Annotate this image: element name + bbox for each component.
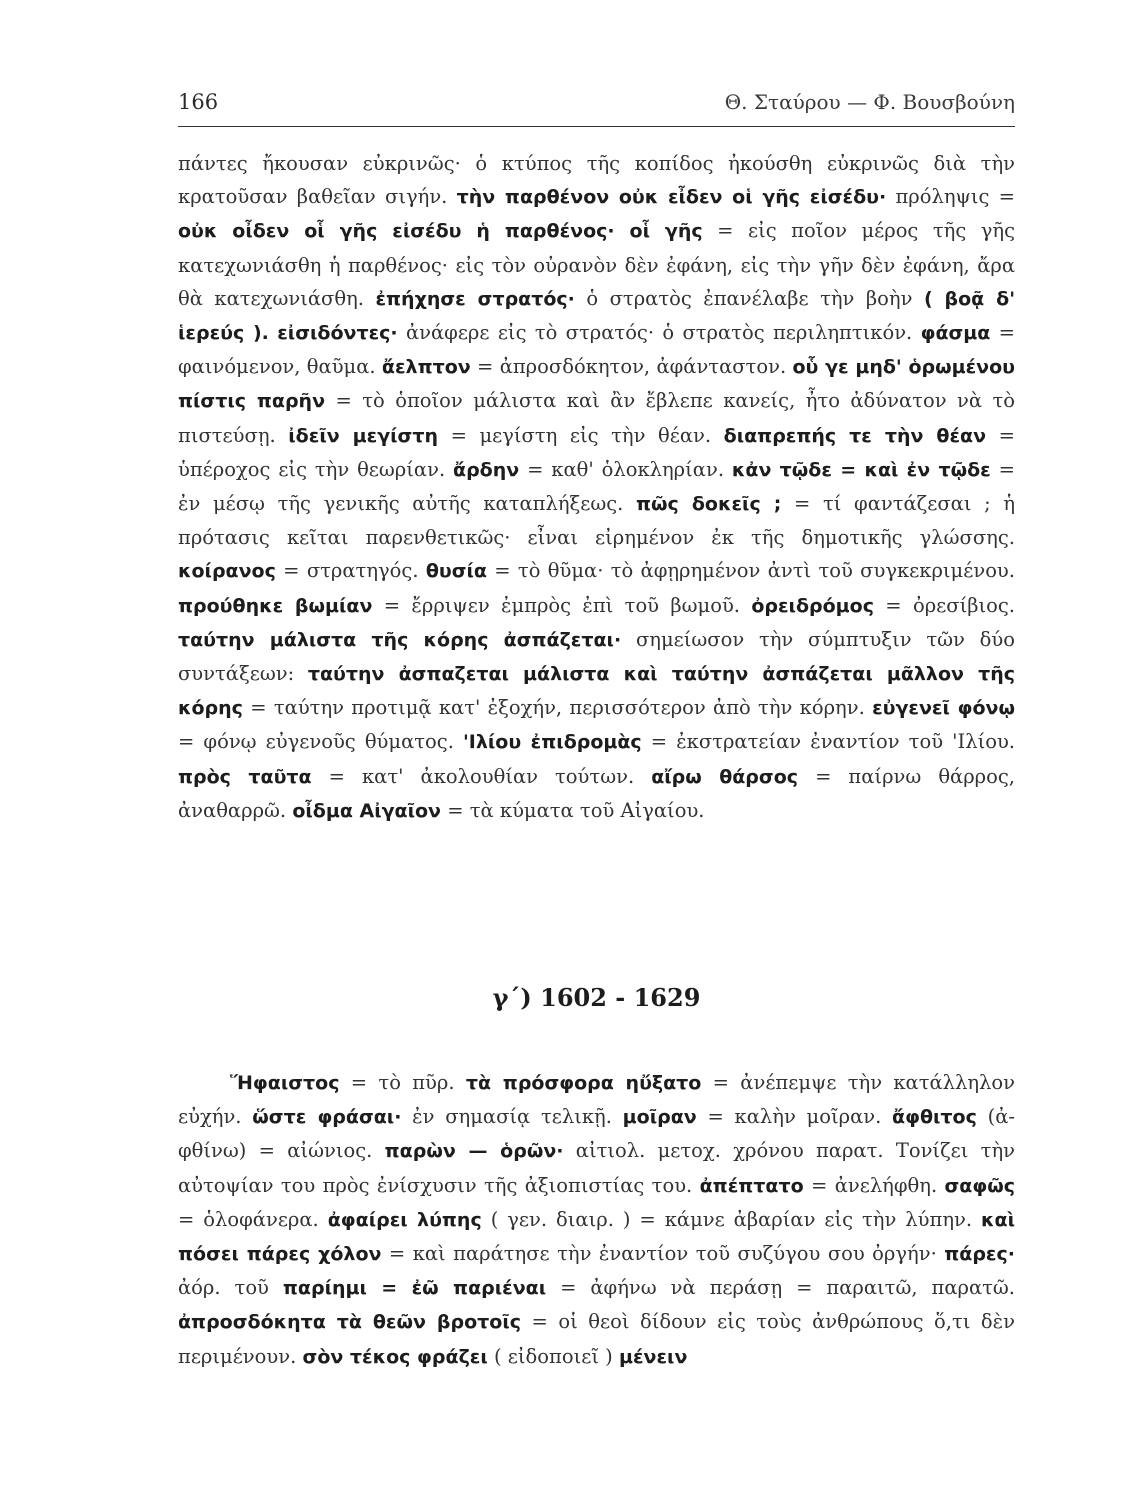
text-run: πρόληψις = — [886, 185, 1016, 209]
lemma: σαφῶς — [944, 1174, 1015, 1197]
lemma: ἀπέπτατο — [699, 1174, 804, 1197]
text-run: = ἀφήνω νὰ περάσῃ = παραιτῶ, παρατῶ. — [546, 1276, 1016, 1300]
text-run: = καὶ παράτησε τὴν ἐναντίον τοῦ συζύγου σου ὀργήν· — [381, 1242, 945, 1266]
text-run: = ὑπέροχος εἰς τὴν θεωρίαν. — [178, 423, 1015, 481]
lemma: ( βοᾷ δ' ἱερεύς ). — [178, 287, 1016, 345]
lemma: τὰ πρόσφορα ηὔξατο — [465, 1072, 702, 1094]
commentary-paragraph-1 — [178, 147, 1015, 828]
text-run: = παίρνω θάρρος, ἀναθαρρῶ. — [178, 764, 1016, 822]
lemma: ἄελπτον — [381, 356, 471, 379]
text-run: = τὸ θῦμα· τὸ ἀφῃρημένον ἀντὶ τοῦ συγκεκριμένου. — [486, 559, 1015, 583]
lemma: θυσία — [425, 560, 487, 583]
paragraph — [178, 1066, 1015, 1374]
text-run: = ἀνελήφθη. — [803, 1173, 945, 1197]
text-run: σημείωσον τὴν σύμπτυξιν τῶν δύο συντάξεων: — [178, 627, 1016, 686]
text-run: = τὸ πῦρ. — [339, 1071, 466, 1094]
lemma: ἄφθιτος — [892, 1106, 977, 1129]
lemma: κοίρανος — [178, 560, 276, 583]
text-run: = καλὴν μοῖραν. — [696, 1105, 893, 1129]
lemma: ταύτην ἀσπαζεται μάλιστα καὶ ταύτην ἀσπάζεται μᾶλλον τῆς κόρης — [178, 663, 1015, 720]
text-run: = στρατηγός. — [275, 559, 426, 583]
text-run: = ἀνέπεμψε τὴν κατάλληλον εὐχήν. — [178, 1071, 1016, 1129]
text-run: ἀνάφερε εἰς τὸ στρατός· ὁ στρατὸς περιληπτικόν. — [397, 321, 921, 345]
text-run: ἐν σημασίᾳ τελικῇ. — [401, 1105, 623, 1129]
text-run: = ἀπροσδόκητον, ἀφάνταστον. — [470, 355, 793, 379]
lemma: ἀπροσδόκητα τὰ θεῶν βροτοῖς — [178, 1311, 521, 1334]
page-number: 166 — [178, 90, 219, 114]
lemma: οὗ γε μηδ' ὁρωμένου πίστις παρῆν — [178, 356, 1015, 413]
section-heading: γ΄) 1602 - 1629 — [492, 983, 701, 1012]
text-run: = φόνῳ εὐγενοῦς θύματος. — [178, 730, 463, 754]
lemma: ἰδεῖν μεγίστη — [288, 424, 438, 447]
lemma: παρίημι = ἐῶ παριέναι — [282, 1277, 547, 1300]
text-run: = εἰς ποῖον μέρος τῆς γῆς κατεχωνιάσθη ἡ παρθένος· εἰς τὸν οὐρανὸν δὲν ἐφάνη, εἰς τὴν γῆν δὲν ἐφάνη, ἄρα θὰ κατεχωνιάσθη. — [178, 219, 1015, 310]
lemma: πάρες· — [944, 1243, 1015, 1266]
text-run: = μεγίστη εἰς τὴν θέαν. — [438, 423, 724, 447]
text-run: = φαινόμενον, θαῦμα. — [178, 321, 1015, 379]
text-run: = ἐν μέσῳ τῆς γενικῆς αὐτῆς καταπλήξεως. — [178, 457, 1015, 516]
lemma: μένειν — [618, 1345, 688, 1368]
text-run: = οἱ θεοὶ δίδουν εἰς τοὺς ἀνθρώπους ὅ,τι δὲν περιμένουν. — [178, 1310, 1015, 1368]
lemma: ἀφαίρει λύπης — [327, 1208, 482, 1231]
text-run: = τὰ κύματα τοῦ Αἰγαίου. — [441, 798, 705, 822]
lemma: Ἥφαιστος — [230, 1072, 340, 1094]
lemma: φάσμα — [920, 322, 991, 345]
text-run: αἰτιολ. μετοχ. χρόνου παρατ. Τονίζει τὴν αὐτοψίαν του πρὸς ἐνίσχυσιν τῆς ἀξιοπιστίας του. — [178, 1139, 1015, 1197]
text-run: πάντες ἤκουσαν εὐκρινῶς· ὁ κτύπος τῆς κοπίδος ἠκούσθη εὐκρινῶς διὰ τὴν κρατοῦσαν βαθεῖαν σιγήν. — [178, 152, 1015, 209]
text-run: = τὸ ὁποῖον μάλιστα καὶ ἂν ἔβλεπε κανείς, ἦτο ἀδύνατον νὰ τὸ πιστεύσῃ. — [178, 389, 1015, 447]
lemma: ὥστε φράσαι· — [252, 1106, 402, 1129]
lemma: μοῖραν — [622, 1106, 697, 1129]
lemma: προύθηκε βωμίαν — [178, 594, 373, 617]
text-run: ἀόρ. τοῦ — [178, 1276, 283, 1300]
lemma: εἰσιδόντες· — [277, 322, 398, 345]
text-run: = ταύτην προτιμᾷ κατ' ἐξοχήν, περισσότερον ἀπὸ τὴν κόρην. — [242, 696, 873, 720]
lemma: αἴρω θάρσος — [651, 765, 799, 788]
text-run: ( εἰδοποιεῖ ) — [487, 1344, 619, 1368]
lemma: ὀρειδρόμος — [751, 594, 874, 617]
page-header — [178, 90, 1015, 127]
commentary-paragraph-2 — [178, 1066, 1015, 1374]
lemma: εὐγενεῖ φόνῳ — [872, 697, 1015, 720]
lemma: τὴν παρθένον οὐκ εἶδεν οἱ γῆς εἰσέδυ· — [456, 186, 887, 209]
lemma: ταύτην μάλιστα τῆς κόρης ἀσπάζεται· — [178, 628, 622, 651]
text-run: (ἀ-φθίνω) = αἰώνιος. — [178, 1105, 1015, 1163]
lemma: οἶδμα Αἰγαῖον — [292, 799, 441, 822]
text-run: ὁ στρατὸς ἐπανέλαβε τὴν βοὴν — [574, 286, 924, 310]
lemma: 'Ιλίου ἐπιδρομὰς — [462, 731, 642, 754]
lemma: ἄρδην — [453, 458, 520, 481]
lemma: καὶ πόσει πάρες χόλον — [178, 1208, 1015, 1266]
lemma: σὸν τέκος φράζει — [302, 1345, 488, 1368]
text-run: ( γεν. διαιρ. ) = κάμνε ἀβαρίαν εἰς τὴν λύπην. — [481, 1207, 982, 1231]
lemma: ἐπήχησε στρατός· — [375, 287, 575, 310]
text-run: = καθ' ὁλοκληρίαν. — [519, 457, 732, 481]
text-run: = κατ' ἀκολουθίαν τούτων. — [311, 764, 652, 788]
paragraph — [178, 147, 1015, 828]
lemma: οὐκ οἶδεν οἷ γῆς εἰσέδυ ἡ παρθένος· οἷ γῆς — [178, 220, 703, 243]
text-run: = ἔρριψεν ἐμπρὸς ἐπὶ τοῦ βωμοῦ. — [372, 593, 752, 617]
text-run — [269, 321, 277, 344]
text-run: = ὀρεσίβιος. — [873, 593, 1015, 617]
lemma: πρὸς ταῦτα — [178, 765, 312, 788]
lemma: κἀν τῷδε = καὶ ἐν τῷδε — [731, 458, 991, 481]
text-run: = ἐκστρατείαν ἐναντίον τοῦ 'Ιλίου. — [641, 730, 1016, 754]
running-head: Θ. Σταύρου — Φ. Βουσβούνη — [724, 90, 1015, 114]
lemma: παρὼν — ὁρῶν· — [384, 1140, 564, 1163]
text-run: = ὁλοφάνερα. — [178, 1207, 328, 1231]
lemma: διαπρεπής τε τὴν θέαν — [723, 424, 987, 447]
lemma: πῶς δοκεῖς ; — [636, 493, 782, 516]
text-run: = τί φαντάζεσαι ; ἡ πρότασις κεῖται παρενθετικῶς· εἶναι εἰρημένον ἐκ τῆς δημοτικῆς γλώσσης. — [178, 492, 1016, 550]
